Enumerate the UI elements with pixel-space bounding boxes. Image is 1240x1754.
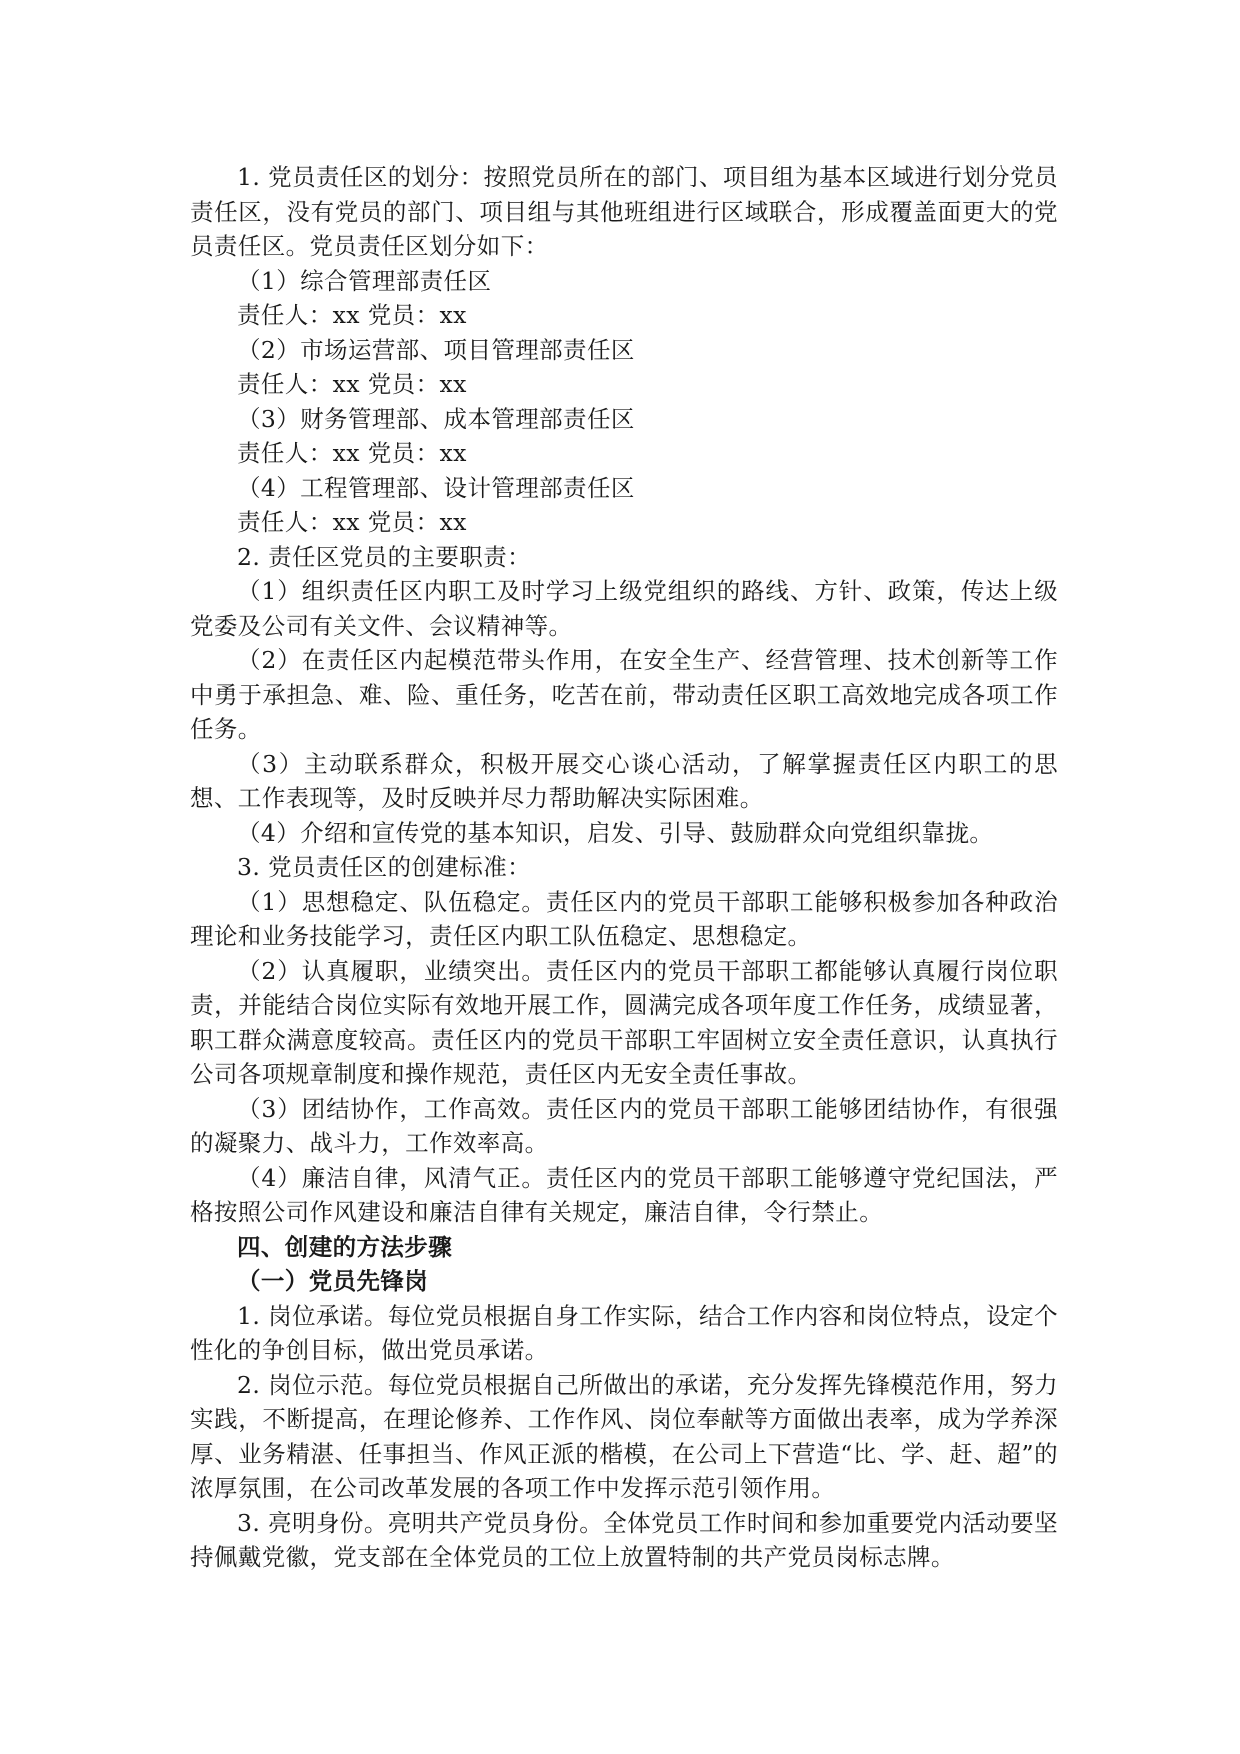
- zone-1-persons: 责任人：xx 党员：xx: [237, 301, 467, 329]
- section-duties-heading: 2. 责任区党员的主要职责：: [237, 542, 531, 571]
- duty-item-2: （2）在责任区内起模范带头作用，在安全生产、经营管理、技术创新等工作中勇于承担急、难、险、重任务，吃苦在前，带动责任区职工高效地完成各项工作任务。: [190, 646, 1058, 743]
- duty-item-1: （1）组织责任区内职工及时学习上级党组织的路线、方针、政策，传达上级党委及公司有关文件、会议精神等。: [190, 577, 1058, 640]
- chapter-heading-methods: 四、创建的方法步骤: [237, 1232, 453, 1261]
- method-item-1: 1. 岗位承诺。每位党员根据自身工作实际，结合工作内容和岗位特点，设定个性化的争创目标，做出党员承诺。: [190, 1301, 1058, 1364]
- list-item-zone-3: （3）财务管理部、成本管理部责任区: [237, 404, 635, 433]
- zone-2-persons: 责任人：xx 党员：xx: [237, 370, 467, 398]
- standard-item-2: （2）认真履职，业绩突出。责任区内的党员干部职工都能够认真履行岗位职责，并能结合岗位实际有效地开展工作，圆满完成各项年度工作任务，成绩显著，职工群众满意度较高。责任区内的党员干部职工牢固树立安全责任意识，认真执行公司各项规章制度和操作规范，责任区内无安全责任事故。: [190, 956, 1058, 1088]
- zone-3-persons: 责任人：xx 党员：xx: [237, 439, 467, 467]
- standard-item-3: （3）团结协作，工作高效。责任区内的党员干部职工能够团结协作，有很强的凝聚力、战斗力，工作效率高。: [190, 1094, 1058, 1157]
- subheading-vanguard-post: （一）党员先锋岗: [237, 1267, 429, 1295]
- zone-4-persons: 责任人：xx 党员：xx: [237, 508, 467, 536]
- list-item-zone-2: （2）市场运营部、项目管理部责任区: [237, 335, 635, 364]
- standard-item-4: （4）廉洁自律，风清气正。责任区内的党员干部职工能够遵守党纪国法，严格按照公司作风建设和廉洁自律有关规定，廉洁自律，令行禁止。: [190, 1163, 1058, 1226]
- section-standards-heading: 3. 党员责任区的创建标准：: [237, 853, 531, 881]
- list-item-zone-1: （1）综合管理部责任区: [237, 266, 492, 295]
- duty-item-4: （4）介绍和宣传党的基本知识，启发、引导、鼓励群众向党组织靠拢。: [237, 818, 994, 847]
- method-item-2: 2. 岗位示范。每位党员根据自己所做出的承诺，充分发挥先锋模范作用，努力实践，不断提高，在理论修养、工作作风、岗位奉献等方面做出表率，成为学养深厚、业务精湛、任事担当、作风正派的楷模，在公司上下营造“比、学、赶、超”的浓厚氛围，在公司改革发展的各项工作中发挥示范引领作用。: [190, 1370, 1058, 1502]
- list-item-zone-4: （4）工程管理部、设计管理部责任区: [237, 473, 635, 502]
- paragraph-division-intro: 1. 党员责任区的划分：按照党员所在的部门、项目组为基本区域进行划分党员责任区，没有党员的部门、项目组与其他班组进行区域联合，形成覆盖面更大的党员责任区。党员责任区划分如下：: [190, 163, 1058, 260]
- document-page: [190, 160, 1058, 1575]
- standard-item-1: （1）思想稳定、队伍稳定。责任区内的党员干部职工能够积极参加各种政治理论和业务技能学习，责任区内职工队伍稳定、思想稳定。: [190, 887, 1058, 950]
- duty-item-3: （3）主动联系群众，积极开展交心谈心活动，了解掌握责任区内职工的思想、工作表现等，及时反映并尽力帮助解决实际困难。: [190, 749, 1058, 812]
- method-item-3: 3. 亮明身份。亮明共产党员身份。全体党员工作时间和参加重要党内活动要坚持佩戴党徽，党支部在全体党员的工位上放置特制的共产党员岗标志牌。: [190, 1508, 1058, 1571]
